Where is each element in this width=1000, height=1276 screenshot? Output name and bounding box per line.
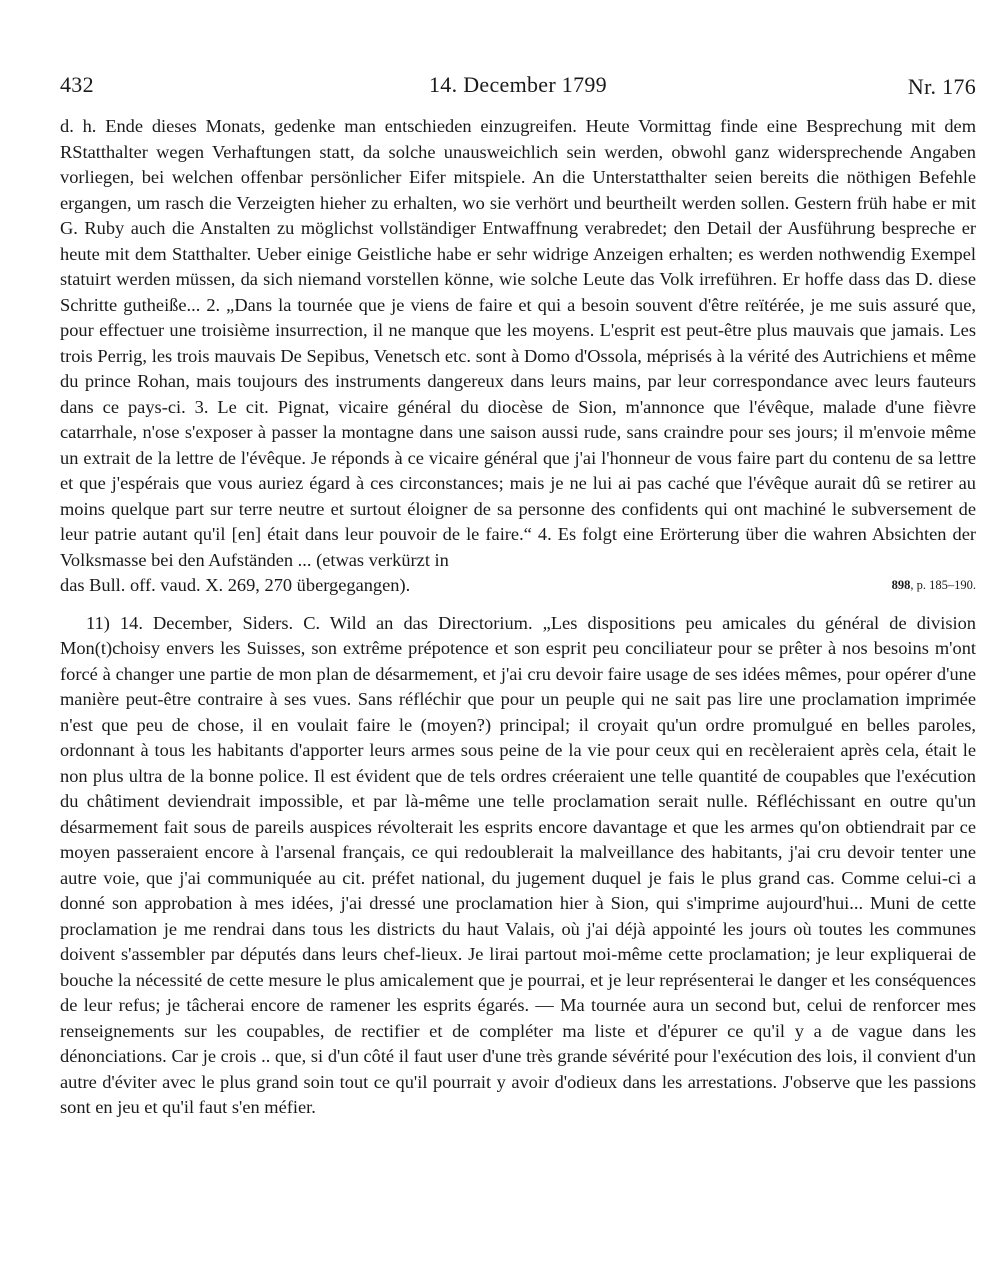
paragraph-continuation: d. h. Ende dieses Monats, gedenke man entschieden einzugreifen. Heute Vormittag finde eine Besprechung mit dem RStatthalter wegen Verhaftungen statt, da solche unausweichlich sein werden, obwohl ganz widersprechende Angaben vorliegen, bei welchen offenbar persönlicher Eifer mitspiele. An die Unterstatthalter seien bereits die nöthigen Befehle ergangen, um rasch die Verzeigten hieher zu erhalten, wo sie verhört und beurtheilt werden sollen. Gestern früh habe er mit G. Ruby auch die Anstalten zu möglichst vollständiger Entwaffnung verabredet; den Detail der Ausführung bespreche er heute mit dem Statthalter. Ueber einige Geistliche habe er sehr widrige Anzeigen erhalten; es werden nothwendig Exempel statuirt werden müssen, da sich niemand vorstellen könne, wie solche Leute das Volk irreführen. Er hoffe dass das D. diese Schritte gutheiße... 2. „Dans la tournée que je viens de faire et qui a besoin souvent d'être reïtérée, je me suis assuré que, pour effectuer une troisième insurrection, il ne manque que les moyens. L'esprit est peut-être plus mauvais que jamais. Les trois Perrig, les trois mauvais De Sepibus, Venetsch etc. sont à Domo d'Ossola, méprisés à la vérité des Autrichiens et même du prince Rohan, mais toujours des instruments dangereux dans leurs mains, par leur correspondance avec leurs fauteurs dans ce pays-ci. 3. Le cit. Pignat, vicaire général du diocèse de Sion, m'annonce que l'évêque, malade d'une fièvre catarrhale, n'ose s'exposer à passer la montagne dans une saison aussi rude, sans craindre pour ses jours; il m'envoie même un extrait de la lettre de l'évêque. Je réponds à ce vicaire général que j'ai l'honneur de vous faire part du contenu de sa lettre et que j'espérais que vous auriez égard à ces circonstances; mais je ne lui ai pas caché que l'évêque aurait dû se retirer au moins quelque part sur terre neutre et surtout éloigner de sa personne des confidents qui ont machiné le subversement de leur patrie autant qu'il [en] était dans leur pouvoir de le faire.“ 4. Es folgt eine Erörterung über die wahren Absichten der Volksmasse bei den Aufständen ... (etwas verkürzt in bbox=[60, 116, 976, 570]
reference-line bbox=[60, 573, 976, 599]
paragraph-last-line: das Bull. off. vaud. X. 269, 270 übergegangen). bbox=[60, 575, 411, 595]
page-header bbox=[60, 72, 976, 102]
running-title: 14. December 1799 bbox=[429, 72, 607, 97]
reference-pages: , p. 185–190. bbox=[910, 578, 976, 592]
paragraph-entry-11: 11) 14. December, Siders. C. Wild an das Directorium. „Les dispositions peu amicales du général de division Mon(t)choisy envers les Suisses, son extrême prépotence et son esprit peu conciliateur pour se prêter à nos besoins m'ont forcé à changer une partie de mon plan de désarmement, et j'ai cru devoir faire usage de ses idées mêmes, pour opérer d'une manière peut-être contraire à ses vues. Sans réfléchir que pour un peuple qui ne sait pas lire une proclamation imprimée n'est que peu de chose, il en voulait faire le (moyen?) principal; il croyait qu'un ordre promulgué en belles paroles, ordonnant à tous les habitants d'apporter leurs armes sous peine de la vie pour ceux qui en recèleraient après cela, était le non plus ultra de la bonne police. Il est évident que de tels ordres créeraient une telle quantité de coupables que l'exécution du châtiment deviendrait impossible, et par là-même une telle proclamation serait nulle. Réfléchissant en outre qu'un désarmement fait sous de pareils auspices révolterait les esprits encore davantage et que les armes qu'on obtiendrait par ce moyen passeraient encore à l'arsenal français, ce qui redoublerait la malveillance des habitants, j'ai cru devoir tenter une autre voie, que j'ai communiquée au cit. préfet national, du jugement duquel je fais le plus grand cas. Comme celui-ci a donné son approbation à mes idées, j'ai dressé une proclamation hier à Sion, qui s'imprime aujourd'hui... Muni de cette proclamation je me rendrai dans tous les districts du haut Valais, où j'ai déjà appointé les jours où toutes les communes doivent s'assembler par députés dans leurs chef-lieux. Je lirai partout moi-même cette proclamation; je leur expliquerai de bouche la nécessité de cette mesure le plus amicalement que je pourrai, et je leur représenterai le danger et les conséquences de leur refus; je tâcherai encore de ramener les esprits égarés. — Ma tournée aura un second but, celui de renforcer mes renseignements sur les coupables, de rectifier et de compléter ma liste et d'épurer ce qu'il y a de vague dans les dénonciations. Car je crois .. que, si d'un côté il faut user d'une très grande sévérité pour l'exécution des lois, il convient d'un autre d'éviter avec le plus grand soin tout ce qu'il pourrait y avoir d'odieux dans les arrestations. J'observe que les passions sont en jeu et qu'il faut s'en méfier. bbox=[60, 612, 976, 1117]
document-number: Nr. 176 bbox=[907, 74, 976, 99]
reference-number: 898 bbox=[891, 578, 911, 592]
body-text bbox=[60, 114, 976, 1121]
page-number: 432 bbox=[60, 72, 94, 97]
